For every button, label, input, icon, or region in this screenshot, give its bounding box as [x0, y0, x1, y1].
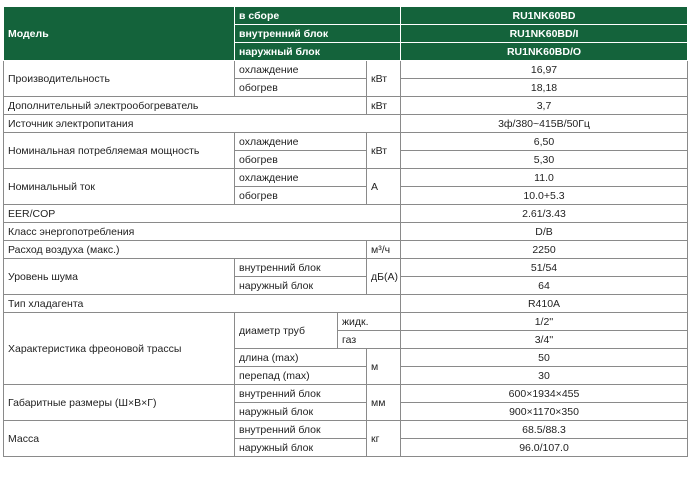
eer-value: 2.61/3.43	[401, 205, 688, 223]
power-input-cooling-label: охлаждение	[235, 133, 367, 151]
noise-unit: дБ(А)	[367, 259, 401, 295]
current-heating-label: обогрев	[235, 187, 367, 205]
set-label: в сборе	[235, 7, 401, 25]
refrigerant-label: Тип хладагента	[4, 295, 401, 313]
model-label: Модель	[4, 7, 235, 61]
table-row	[4, 97, 688, 115]
table-row	[4, 61, 688, 79]
capacity-cooling-label: охлаждение	[235, 61, 367, 79]
table-row	[4, 241, 688, 259]
weight-outdoor-value: 96.0/107.0	[401, 439, 688, 457]
current-unit: А	[367, 169, 401, 205]
airflow-value: 2250	[401, 241, 688, 259]
noise-label: Уровень шума	[4, 259, 235, 295]
piping-length-label: длина (max)	[235, 349, 367, 367]
eer-label: EER/COP	[4, 205, 401, 223]
power-input-unit: кВт	[367, 133, 401, 169]
noise-outdoor-label: наружный блок	[235, 277, 367, 295]
energy-class-value: D/B	[401, 223, 688, 241]
airflow-unit: м³/ч	[367, 241, 401, 259]
dimensions-label: Габаритные размеры (Ш×В×Г)	[4, 385, 235, 421]
dimensions-indoor-value: 600×1934×455	[401, 385, 688, 403]
power-source-value: 3ф/380~415В/50Гц	[401, 115, 688, 133]
power-input-label: Номинальная потребляемая мощность	[4, 133, 235, 169]
dimensions-outdoor-label: наружный блок	[235, 403, 367, 421]
capacity-heating-value: 18,18	[401, 79, 688, 97]
heater-unit: кВт	[367, 97, 401, 115]
table-row	[4, 115, 688, 133]
table-row	[4, 169, 688, 187]
capacity-heating-label: обогрев	[235, 79, 367, 97]
piping-gas-label: газ	[338, 331, 401, 349]
weight-indoor-value: 68.5/88.3	[401, 421, 688, 439]
table-row	[4, 313, 688, 331]
table-row	[4, 295, 688, 313]
table-row	[4, 259, 688, 277]
power-input-heating-value: 5,30	[401, 151, 688, 169]
noise-outdoor-value: 64	[401, 277, 688, 295]
piping-gas-value: 3/4''	[401, 331, 688, 349]
spec-table	[3, 6, 688, 457]
indoor-label: внутренний блок	[235, 25, 401, 43]
noise-indoor-value: 51/54	[401, 259, 688, 277]
power-input-heating-label: обогрев	[235, 151, 367, 169]
piping-drop-label: перепад (max)	[235, 367, 367, 385]
dimensions-indoor-label: внутренний блок	[235, 385, 367, 403]
outdoor-model: RU1NK60BD/O	[401, 43, 688, 61]
piping-unit: м	[367, 349, 401, 385]
piping-liquid-label: жидк.	[338, 313, 401, 331]
current-cooling-value: 11.0	[401, 169, 688, 187]
outdoor-label: наружный блок	[235, 43, 401, 61]
table-row	[4, 421, 688, 439]
weight-indoor-label: внутренний блок	[235, 421, 367, 439]
dimensions-unit: мм	[367, 385, 401, 421]
capacity-cooling-value: 16,97	[401, 61, 688, 79]
piping-liquid-value: 1/2''	[401, 313, 688, 331]
table-row	[4, 205, 688, 223]
indoor-model: RU1NK60BD/I	[401, 25, 688, 43]
piping-label: Характеристика фреоновой трассы	[4, 313, 235, 385]
header-row-set	[4, 7, 688, 25]
piping-drop-value: 30	[401, 367, 688, 385]
current-label: Номинальный ток	[4, 169, 235, 205]
set-model: RU1NK60BD	[401, 7, 688, 25]
noise-indoor-label: внутренний блок	[235, 259, 367, 277]
table-row	[4, 223, 688, 241]
airflow-label: Расход воздуха (макс.)	[4, 241, 367, 259]
energy-class-label: Класс энергопотребления	[4, 223, 401, 241]
dimensions-outdoor-value: 900×1170×350	[401, 403, 688, 421]
power-source-label: Источник электропитания	[4, 115, 401, 133]
heater-value: 3,7	[401, 97, 688, 115]
capacity-unit: кВт	[367, 61, 401, 97]
table-row	[4, 133, 688, 151]
weight-unit: кг	[367, 421, 401, 457]
heater-label: Дополнительный электрообогреватель	[4, 97, 367, 115]
refrigerant-value: R410A	[401, 295, 688, 313]
weight-label: Масса	[4, 421, 235, 457]
capacity-label: Производительность	[4, 61, 235, 97]
power-input-cooling-value: 6,50	[401, 133, 688, 151]
piping-diameter-label: диаметр труб	[235, 313, 338, 349]
weight-outdoor-label: наружный блок	[235, 439, 367, 457]
table-row	[4, 385, 688, 403]
piping-length-value: 50	[401, 349, 688, 367]
current-heating-value: 10.0+5.3	[401, 187, 688, 205]
current-cooling-label: охлаждение	[235, 169, 367, 187]
